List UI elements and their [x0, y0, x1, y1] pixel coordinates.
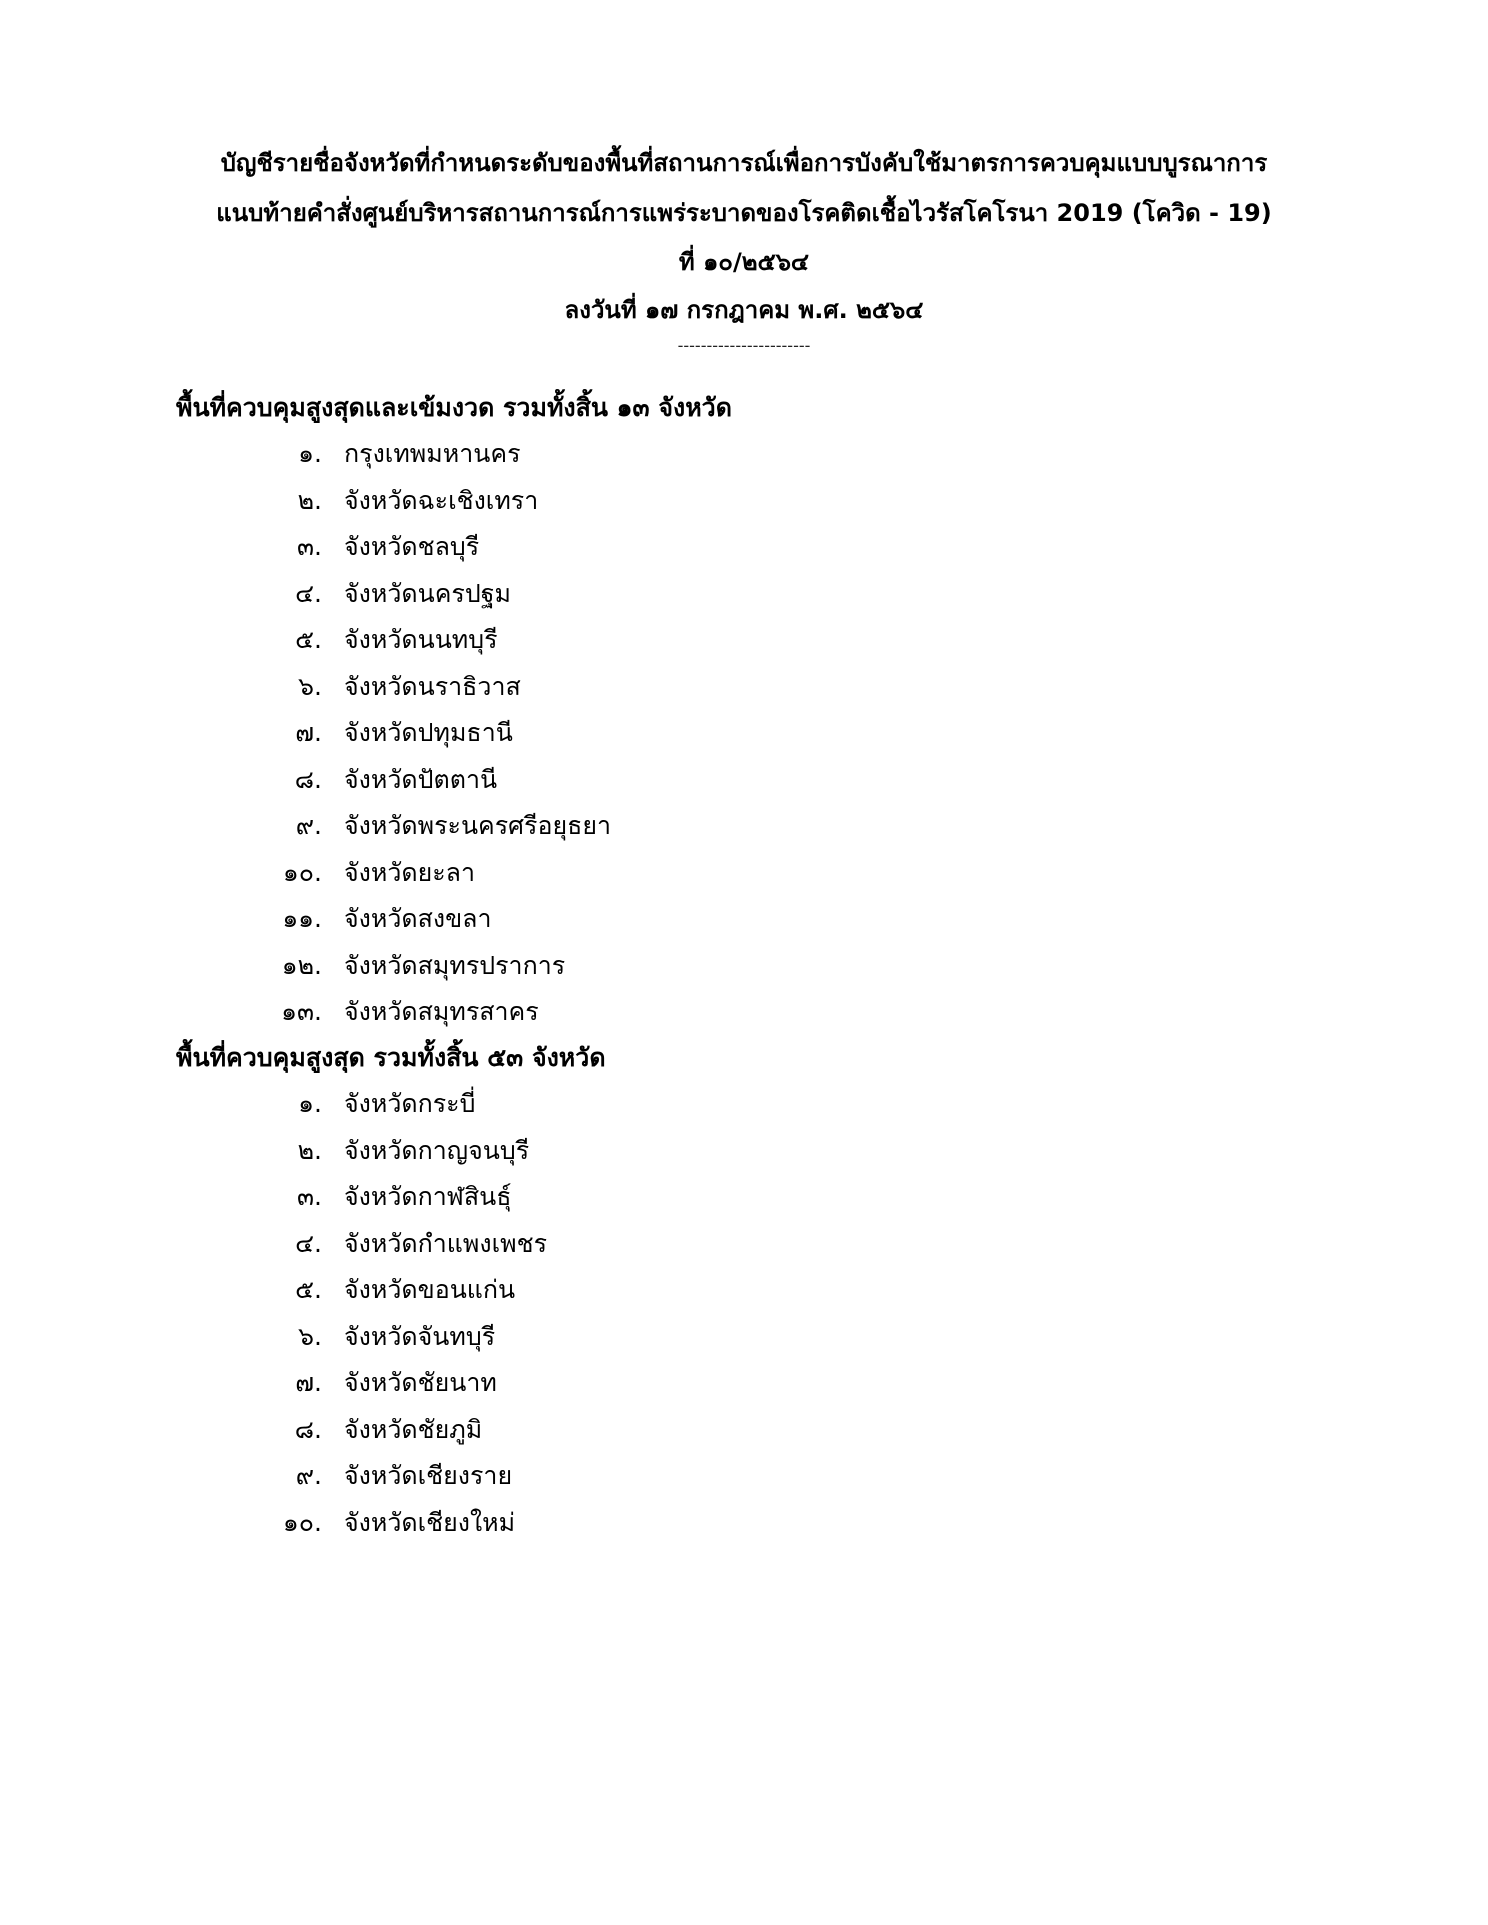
- item-number: ๗.: [295, 718, 322, 747]
- province-name: จังหวัดฉะเชิงเทรา: [344, 485, 539, 515]
- province-name: จังหวัดกาญจนบุรี: [344, 1135, 530, 1165]
- list-item: [176, 1407, 1376, 1454]
- item-number: ๒.: [297, 485, 322, 515]
- item-number: ๗.: [295, 1368, 322, 1397]
- list-item: [176, 943, 1376, 990]
- list-item: [176, 896, 1376, 943]
- province-name: จังหวัดกาฬสินธุ์: [344, 1182, 512, 1211]
- province-name: จังหวัดกระบี่: [344, 1089, 476, 1118]
- item-number: ๖.: [298, 671, 322, 701]
- province-name: จังหวัดปทุมธานี: [344, 718, 513, 747]
- item-number: ๑๐.: [282, 1507, 322, 1537]
- section-max-control: [176, 1035, 1376, 1546]
- header-divider: -----------------------: [677, 336, 811, 355]
- province-name: จังหวัดสงขลา: [344, 904, 492, 933]
- item-number: ๙.: [295, 1461, 322, 1490]
- section-strict-max-control: [176, 385, 1376, 1036]
- province-name: จังหวัดขอนแก่น: [344, 1275, 516, 1304]
- item-number: ๘.: [294, 764, 322, 794]
- item-number: ๑.: [298, 1089, 322, 1118]
- province-name: จังหวัดสมุทรสาคร: [344, 997, 539, 1026]
- province-name: จังหวัดกำแพงเพชร: [344, 1228, 548, 1258]
- item-number: ๑๒.: [281, 950, 322, 980]
- list-item: [176, 1267, 1376, 1314]
- province-name: จังหวัดชัยภูมิ: [344, 1414, 483, 1444]
- document-header: [0, 138, 1488, 356]
- item-number: ๕.: [295, 625, 322, 654]
- province-name: จังหวัดยะลา: [344, 857, 476, 887]
- header-order-number: ที่ ๑๐/๒๕๖๔: [678, 248, 810, 276]
- province-name: จังหวัดพระนครศรีอยุธยา: [344, 811, 612, 840]
- item-number: ๔.: [295, 1228, 322, 1258]
- province-name: จังหวัดนครปฐม: [344, 578, 511, 608]
- list-item: [176, 757, 1376, 804]
- item-number: ๖.: [298, 1321, 322, 1351]
- list-item: [176, 617, 1376, 664]
- list-item: [176, 1221, 1376, 1268]
- item-number: ๑.: [298, 439, 322, 468]
- province-name: จังหวัดเชียงใหม่: [344, 1507, 516, 1537]
- item-number: ๒.: [297, 1135, 322, 1165]
- province-name: จังหวัดนนทบุรี: [344, 625, 498, 654]
- item-number: ๙.: [295, 811, 322, 840]
- province-name: กรุงเทพมหานคร: [344, 439, 521, 468]
- item-number: ๔.: [295, 578, 322, 608]
- item-number: ๘.: [294, 1414, 322, 1444]
- item-number: ๑๐.: [282, 857, 322, 887]
- list-item: [176, 989, 1376, 1036]
- province-name: จังหวัดนราธิวาส: [344, 671, 521, 701]
- province-name: จังหวัดสมุทรปราการ: [344, 950, 566, 980]
- list-item: [176, 1360, 1376, 1407]
- list-item: [176, 664, 1376, 711]
- province-name: จังหวัดเชียงราย: [344, 1461, 513, 1490]
- list-item: [176, 1174, 1376, 1221]
- list-item: [176, 1314, 1376, 1361]
- item-number: ๑๓.: [281, 997, 322, 1026]
- list-item: [176, 1128, 1376, 1175]
- item-number: ๓.: [296, 532, 322, 561]
- item-number: ๓.: [296, 1182, 322, 1211]
- list-item: [176, 710, 1376, 757]
- list-item: [176, 1500, 1376, 1547]
- list-item: [176, 478, 1376, 525]
- item-number: ๑๑.: [282, 904, 322, 933]
- section-heading: พื้นที่ควบคุมสูงสุดและเข้มงวด รวมทั้งสิ้น ๑๓ จังหวัด: [176, 393, 732, 422]
- province-name: จังหวัดปัตตานี: [344, 764, 498, 794]
- list-item: [176, 1081, 1376, 1128]
- province-name: จังหวัดชัยนาท: [344, 1368, 497, 1397]
- header-title-line-1: บัญชีรายชื่อจังหวัดที่กำหนดระดับของพื้นที่สถานการณ์เพื่อการบังคับใช้มาตรการควบคุมแบบบูรณาการ: [220, 149, 1268, 177]
- list-item: [176, 431, 1376, 478]
- list-item: [176, 803, 1376, 850]
- header-title-line-2: แนบท้ายคำสั่งศูนย์บริหารสถานการณ์การแพร่ระบาดของโรคติดเชื้อไวรัสโคโรนา 2019 (โควิด - 19): [216, 199, 1272, 227]
- province-name: จังหวัดชลบุรี: [344, 532, 480, 561]
- item-number: ๕.: [295, 1275, 322, 1304]
- list-item: [176, 1453, 1376, 1500]
- header-order-date: ลงวันที่ ๑๗ กรกฎาคม พ.ศ. ๒๕๖๔: [564, 296, 924, 324]
- province-name: จังหวัดจันทบุรี: [344, 1321, 496, 1351]
- section-heading: พื้นที่ควบคุมสูงสุด รวมทั้งสิ้น ๕๓ จังหวัด: [176, 1043, 606, 1072]
- list-item: [176, 571, 1376, 618]
- list-item: [176, 524, 1376, 571]
- list-item: [176, 850, 1376, 897]
